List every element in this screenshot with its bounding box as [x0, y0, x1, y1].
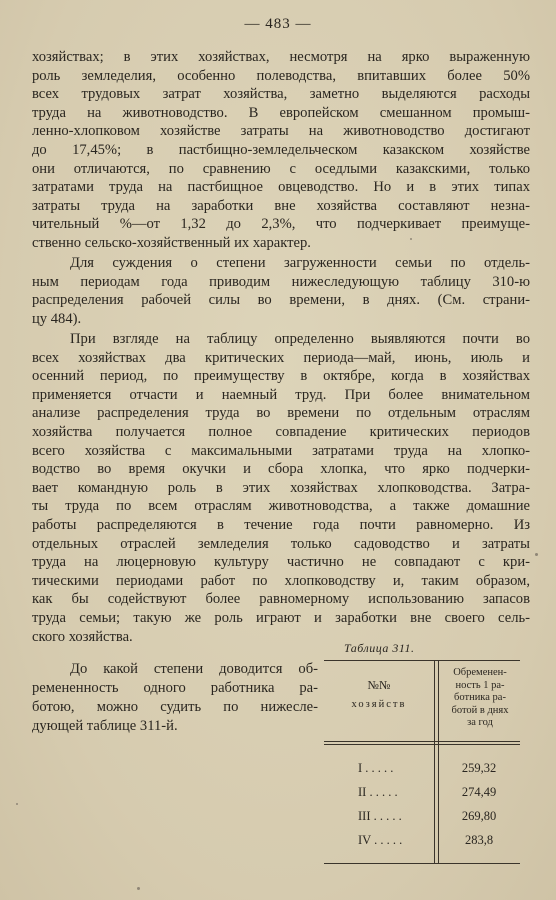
table-row: [324, 785, 520, 805]
paragraph-3: [32, 330, 530, 646]
row-label: I . . . . .: [358, 761, 394, 775]
text-line: До какой степени доводится об-: [70, 661, 318, 677]
text-line: При взгляде на таблицу определенно выявляются почти во: [70, 331, 530, 347]
paragraph-4: [32, 660, 318, 736]
text-line: до 17,45%; в пастбищно-земледельческом казакском хозяйстве: [32, 141, 530, 158]
text-line: ственно сельско-хозяйственный их характер.: [32, 234, 311, 251]
text-line: отдельных отраслей земледелия только садоводство и затраты: [32, 535, 530, 552]
row-value: 269,80: [461, 809, 497, 823]
header-text: за год: [467, 717, 493, 729]
text-line: как бы содействуют более равномерному использованию запасов: [32, 591, 530, 608]
table-header-divider: [324, 744, 520, 745]
row-value: 283,8: [464, 833, 494, 847]
paper-speck: [137, 887, 140, 890]
text-line: всех хозяйствах два критических периода—май, июнь, июль и: [32, 349, 530, 366]
text-line: ты труда по всем отраслям животноводства, а также домашние: [32, 498, 530, 515]
text-line: ского хозяйства.: [32, 628, 133, 645]
header-text: хозяйств: [351, 699, 407, 710]
text-line: затратами труда на пастбищное овцеводство. Но и в этих типах: [32, 179, 530, 196]
row-label: II . . . . .: [358, 785, 398, 799]
text-line: цу 484).: [32, 310, 82, 327]
row-value: 274,49: [461, 785, 497, 799]
table-311: [324, 660, 520, 864]
text-line: ным периодам года приводим нижеследующую таблицу 310-ю: [32, 273, 530, 290]
text-line: вает командную роль в этих хозяйствах хлопководства. Затра-: [32, 479, 530, 496]
row-label: III . . . . .: [358, 809, 402, 823]
paragraph-2: [32, 254, 530, 328]
paragraph-1: [32, 48, 530, 253]
table-header-divider: [324, 741, 520, 742]
table-caption: Таблица 311.: [344, 641, 415, 655]
header-text: ботой в днях: [451, 704, 509, 716]
text-line: ремененность одного работника ра-: [32, 680, 318, 696]
table-row: [324, 809, 520, 829]
text-line: применяется отчасти и наемный труд. При более внимательном: [32, 386, 530, 403]
text-line: анализе распределения труда во времени по отдельным отраслям: [32, 405, 530, 422]
table-header-workload: [440, 667, 520, 730]
text-line: водство во время окучки и сбора хлопка, что ярко подчерки-: [32, 461, 530, 478]
text-line: ботою, можно судить по нижесле-: [32, 699, 318, 715]
text-line: ленно-хлопковом хозяйстве затраты на животноводство достигают: [32, 123, 530, 140]
text-line: дующей таблице 311-й.: [32, 718, 178, 734]
paper-speck: [535, 553, 538, 556]
text-line: работы распределяются в течение года почти равномерно. Из: [32, 516, 530, 533]
text-line: они отличаются, по сравнению с оседлыми казакскими, только: [32, 160, 530, 177]
text-line: Для суждения о степени загруженности семьи по отдель-: [70, 255, 530, 271]
text-line: всего хозяйства с максимальными затратами труда на хлопко-: [32, 442, 530, 459]
text-line: хозяйства получается полное совпадение критических периодов: [32, 423, 530, 440]
header-text: №№: [367, 678, 391, 692]
text-line: труда семьи; такую же роль играют и заработки вне своего сель-: [32, 609, 530, 626]
text-line: роль земледелия, особенно полеводства, впитавших более 50%: [32, 67, 530, 84]
paper-speck: [410, 238, 412, 240]
page-number: — 483 —: [244, 16, 312, 32]
table-header-farm-number: [324, 675, 434, 715]
text-line: чительный %—от 1,32 до 2,3%, что подчеркивает преимуще-: [32, 216, 530, 233]
table-row: [324, 761, 520, 781]
text-line: тическими периодами работ по хлопководству и, таким образом,: [32, 572, 530, 589]
text-line: затраты труда на заработки вне хозяйства составляют незна-: [32, 197, 530, 214]
paper-speck: [16, 803, 18, 805]
row-label: IV . . . . .: [358, 833, 403, 847]
text-line: труда на животноводство. В европейском смешанном промыш-: [32, 104, 530, 121]
text-line: распределения рабочей силы во времени, в днях. (См. страни-: [32, 292, 530, 309]
header-text: Обременен-: [453, 667, 507, 678]
text-line: хозяйствах; в этих хозяйствах, несмотря на ярко выраженную: [32, 49, 530, 65]
table-row: [324, 833, 520, 853]
header-text: ность 1 ра-: [455, 679, 505, 691]
header-text: ботника ра-: [454, 692, 506, 704]
text-line: всех трудовых затрат хозяйства, заметно выделяются расходы: [32, 86, 530, 103]
text-line: труда на люцерновую культуру частично не совпадают с кри-: [32, 554, 530, 571]
row-value: 259,32: [461, 761, 497, 775]
text-line: осенний период, по преимуществу в октябре, когда в хозяйствах: [32, 368, 530, 385]
